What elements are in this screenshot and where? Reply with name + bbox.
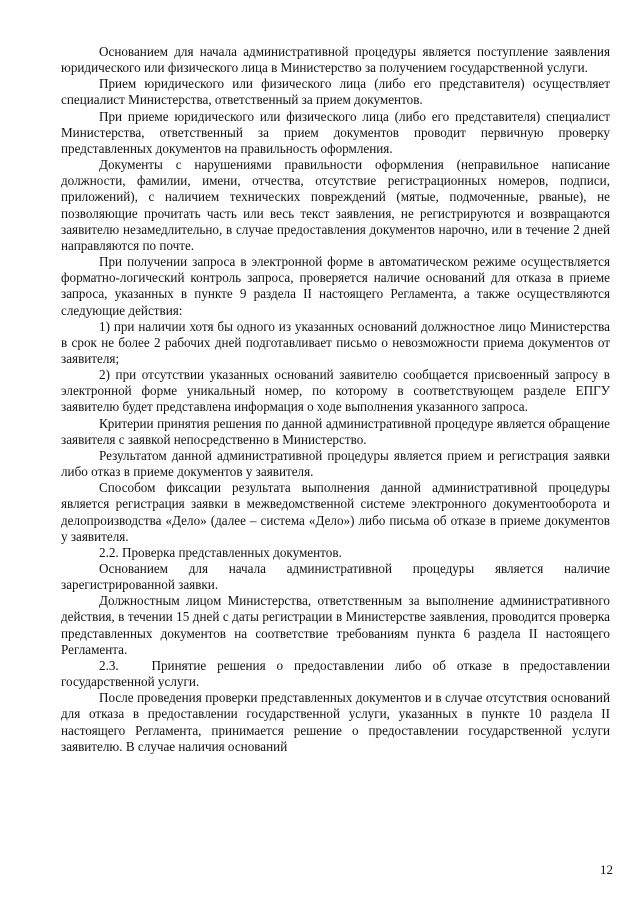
document-body [61, 44, 614, 755]
list-item: 1) при наличии хотя бы одного из указанных оснований должностное лицо Министерства в срок не более 2 рабочих дней подготавливает письмо о невозможности приема документов от заявителя; [61, 318, 610, 366]
section-heading: 2.3. Принятие решения о предоставлении либо об отказе в предоставлении государственной услуги. [61, 657, 614, 690]
paragraph: После проведения проверки представленных документов и в случае отсутствия оснований для отказа в предоставлении государственной услуги, указанных в пункте 10 раздела II настоящего Регламента, принимается решение о предоставлении государственной услуги заявителю. В случае наличия оснований [61, 690, 610, 754]
section-heading: 2.2. Проверка представленных документов. [99, 544, 342, 560]
list-item: 2) при отсутствии указанных оснований заявителю сообщается присвоенный запросу в электронной форме уникальный номер, по которому в соответствующем разделе ЕПГУ заявителю будет представлена информация о ходе выполнения указанного запроса. [61, 367, 610, 415]
paragraph: Результатом данной административной процедуры является прием и регистрация заявки либо отказ в приеме документов у заявителя. [61, 447, 610, 480]
paragraph: При приеме юридического или физического лица (либо его представителя) специалист Министерства, ответственный за прием документов проводит первичную проверку представленных документов на правильность оформления. [61, 108, 610, 156]
paragraph: Прием юридического или физического лица (либо его представителя) осуществляет специалист Министерства, ответственный за прием документов. [61, 76, 610, 108]
paragraph: Должностным лицом Министерства, ответственным за выполнение административного действия, в течении 15 дней с даты регистрации в Министерстве заявления, проводится проверка представленных документов на соответствие требованиям пункта 6 раздела II настоящего Регламента. [61, 593, 610, 657]
page-number: 12 [600, 862, 613, 877]
paragraph: Документы с нарушениями правильности оформления (неправильное написание должности, фамилии, имени, отчества, отсутствие регистрационных номеров, подписи, приложений), с наличием технических повреждений (мятые, подмоченные, рваные), не позволяющие прочитать часть или весь текст заявления, не регистрируются и возвращаются заявителю незамедлительно, в случае предоставления документов нарочно, или в течение 2 дней направляются по почте. [61, 157, 610, 253]
paragraph: При получении запроса в электронной форме в автоматическом режиме осуществляется форматно-логический контроль запроса, проверяется наличие оснований для отказа в приеме запроса, указанных в пункте 9 раздела II настоящего Регламента, а также осуществляются следующие действия: [61, 254, 610, 318]
paragraph: Основанием для начала административной процедуры является наличие зарегистрированной заявки. [61, 561, 610, 593]
paragraph: Основанием для начала административной процедуры является поступление заявления юридического или физического лица в Министерство за получением государственной услуги. [61, 44, 610, 76]
paragraph: Способом фиксации результата выполнения данной административной процедуры является регистрация заявки в межведомственной системе электронного документооборота и делопроизводства «Дело» (далее – система «Дело») либо письма об отказе в приеме документов у заявителя. [61, 480, 610, 544]
paragraph: Критерии принятия решения по данной административной процедуре является обращение заявителя с заявкой непосредственно в Министерство. [61, 415, 610, 447]
